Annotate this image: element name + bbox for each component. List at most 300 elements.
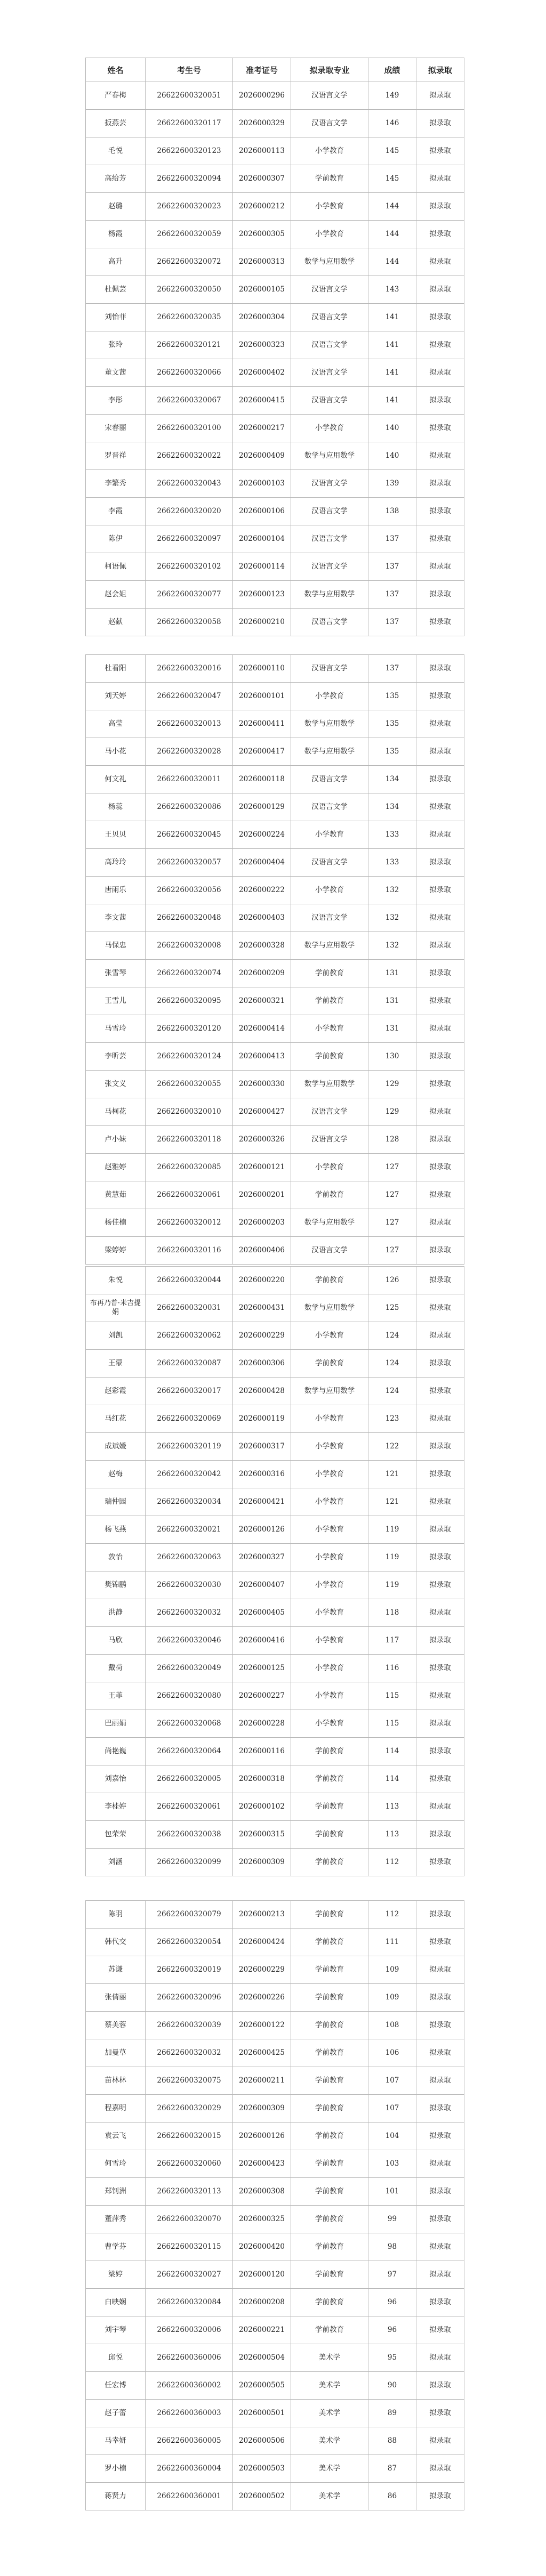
cell-major: 汉语言文学: [291, 359, 368, 387]
cell-major: 美术学: [291, 2427, 368, 2455]
cell-admission-status: 拟录取: [416, 2039, 464, 2067]
table-row: [86, 110, 464, 137]
table-row: [86, 276, 464, 304]
cell-admission-ticket: 2026000210: [233, 609, 291, 636]
cell-score: 118: [368, 1599, 416, 1627]
cell-admission-ticket: 2026000104: [233, 525, 291, 553]
cell-name: 李昕芸: [86, 1043, 146, 1071]
cell-admission-status: 拟录取: [416, 1738, 464, 1765]
cell-admission-ticket: 2026000321: [233, 987, 291, 1015]
cell-score: 119: [368, 1544, 416, 1571]
table-row: [86, 738, 464, 766]
cell-name: 卢小妹: [86, 1126, 146, 1154]
cell-admission-ticket: 2026000212: [233, 193, 291, 221]
cell-admission-status: 拟录取: [416, 1350, 464, 1378]
cell-name: 巴丽娟: [86, 1710, 146, 1738]
cell-exam-number: 26622600320113: [146, 2178, 233, 2206]
cell-score: 133: [368, 849, 416, 877]
cell-admission-ticket: 2026000406: [233, 1237, 291, 1265]
cell-major: 小学教育: [291, 1405, 368, 1433]
cell-name: 程嘉明: [86, 2095, 146, 2123]
table-row: [86, 1544, 464, 1571]
cell-name: 刘天婷: [86, 683, 146, 710]
cell-admission-status: 拟录取: [416, 2483, 464, 2510]
cell-name: 郑钊洲: [86, 2178, 146, 2206]
cell-exam-number: 26622600320013: [146, 710, 233, 738]
table-row: [86, 1849, 464, 1876]
header-name: 姓名: [86, 58, 146, 82]
cell-major: 小学教育: [291, 1322, 368, 1350]
cell-exam-number: 26622600320015: [146, 2123, 233, 2150]
cell-name: 陈羽: [86, 1901, 146, 1929]
cell-name: 刘宇琴: [86, 2316, 146, 2344]
cell-score: 129: [368, 1071, 416, 1098]
cell-admission-ticket: 2026000229: [233, 1322, 291, 1350]
cell-admission-status: 拟录取: [416, 304, 464, 331]
cell-name: 杨佳楠: [86, 1209, 146, 1237]
cell-major: 汉语言文学: [291, 470, 368, 498]
cell-admission-status: 拟录取: [416, 2455, 464, 2483]
table-row: [86, 1461, 464, 1488]
cell-major: 数学与应用数学: [291, 1209, 368, 1237]
cell-admission-status: 拟录取: [416, 193, 464, 221]
cell-name: 赵献: [86, 609, 146, 636]
table-row: [86, 137, 464, 165]
table-row: [86, 1655, 464, 1682]
cell-score: 145: [368, 137, 416, 165]
cell-admission-status: 拟录取: [416, 221, 464, 248]
cell-admission-status: 拟录取: [416, 165, 464, 193]
cell-exam-number: 26622600320059: [146, 221, 233, 248]
cell-admission-status: 拟录取: [416, 1461, 464, 1488]
table-row: [86, 193, 464, 221]
table-row: [86, 1516, 464, 1544]
cell-admission-status: 拟录取: [416, 1793, 464, 1821]
cell-score: 98: [368, 2233, 416, 2261]
table-row: [86, 1237, 464, 1265]
cell-admission-status: 拟录取: [416, 442, 464, 470]
cell-name: 赵子蕾: [86, 2400, 146, 2427]
cell-major: 数学与应用数学: [291, 1378, 368, 1405]
cell-major: 学前教育: [291, 2233, 368, 2261]
table-row: [86, 415, 464, 442]
cell-score: 119: [368, 1571, 416, 1599]
cell-exam-number: 26622600320019: [146, 1956, 233, 1984]
cell-name: 韩代交: [86, 1929, 146, 1956]
cell-admission-status: 拟录取: [416, 1209, 464, 1237]
cell-admission-ticket: 2026000407: [233, 1571, 291, 1599]
cell-admission-status: 拟录取: [416, 849, 464, 877]
table-row: [86, 82, 464, 110]
cell-admission-status: 拟录取: [416, 2150, 464, 2178]
cell-admission-ticket: 2026000203: [233, 1209, 291, 1237]
cell-admission-ticket: 2026000503: [233, 2455, 291, 2483]
table-row: [86, 2067, 464, 2095]
cell-major: 汉语言文学: [291, 904, 368, 932]
table-row: [86, 960, 464, 987]
cell-score: 141: [368, 387, 416, 415]
cell-major: 小学教育: [291, 1015, 368, 1043]
cell-score: 137: [368, 553, 416, 581]
cell-major: 小学教育: [291, 1516, 368, 1544]
cell-admission-ticket: 2026000308: [233, 2178, 291, 2206]
cell-exam-number: 26622600320049: [146, 1655, 233, 1682]
cell-exam-number: 26622600320077: [146, 581, 233, 609]
cell-score: 144: [368, 193, 416, 221]
table-row: [86, 1322, 464, 1350]
table-body: [86, 655, 464, 1265]
cell-admission-ticket: 2026000428: [233, 1378, 291, 1405]
cell-score: 88: [368, 2427, 416, 2455]
table-row: [86, 2289, 464, 2316]
cell-name: 梁婷婷: [86, 1237, 146, 1265]
cell-exam-number: 26622600320066: [146, 359, 233, 387]
cell-admission-status: 拟录取: [416, 1821, 464, 1849]
cell-exam-number: 26622600320058: [146, 609, 233, 636]
cell-admission-status: 拟录取: [416, 877, 464, 904]
cell-score: 107: [368, 2095, 416, 2123]
table-row: [86, 221, 464, 248]
cell-admission-ticket: 2026000221: [233, 2316, 291, 2344]
cell-admission-ticket: 2026000315: [233, 1821, 291, 1849]
cell-admission-status: 拟录取: [416, 276, 464, 304]
header-admission-status: 拟录取: [416, 58, 464, 82]
cell-admission-ticket: 2026000220: [233, 1267, 291, 1294]
table-row: [86, 1154, 464, 1181]
cell-score: 101: [368, 2178, 416, 2206]
cell-major: 小学教育: [291, 415, 368, 442]
cell-exam-number: 26622600320080: [146, 1682, 233, 1710]
cell-score: 127: [368, 1237, 416, 1265]
cell-admission-ticket: 2026000116: [233, 1738, 291, 1765]
cell-exam-number: 26622600320097: [146, 525, 233, 553]
cell-name: 唐雨乐: [86, 877, 146, 904]
cell-admission-status: 拟录取: [416, 609, 464, 636]
cell-major: 小学教育: [291, 221, 368, 248]
cell-admission-status: 拟录取: [416, 415, 464, 442]
cell-name: 赵雅婷: [86, 1154, 146, 1181]
cell-admission-ticket: 2026000423: [233, 2150, 291, 2178]
table-row: [86, 1956, 464, 1984]
cell-exam-number: 26622600320115: [146, 2233, 233, 2261]
cell-score: 131: [368, 960, 416, 987]
cell-name: 董萍秀: [86, 2206, 146, 2233]
cell-major: 学前教育: [291, 2067, 368, 2095]
cell-admission-ticket: 2026000113: [233, 137, 291, 165]
cell-admission-status: 拟录取: [416, 1294, 464, 1322]
cell-name: 张倩丽: [86, 1984, 146, 2012]
cell-admission-status: 拟录取: [416, 359, 464, 387]
table-row: [86, 1599, 464, 1627]
cell-admission-ticket: 2026000405: [233, 1599, 291, 1627]
cell-admission-ticket: 2026000409: [233, 442, 291, 470]
header-exam-number: 考生号: [146, 58, 233, 82]
cell-name: 董文茜: [86, 359, 146, 387]
table-row: [86, 766, 464, 793]
table-row: [86, 683, 464, 710]
cell-name: 严春梅: [86, 82, 146, 110]
cell-score: 112: [368, 1849, 416, 1876]
table-body: [86, 1901, 464, 2510]
cell-score: 132: [368, 904, 416, 932]
cell-major: 小学教育: [291, 1544, 368, 1571]
table-row: [86, 609, 464, 636]
cell-name: 瑞仲园: [86, 1488, 146, 1516]
cell-admission-ticket: 2026000329: [233, 110, 291, 137]
cell-major: 学前教育: [291, 2316, 368, 2344]
cell-name: 高玲玲: [86, 849, 146, 877]
cell-major: 学前教育: [291, 1956, 368, 1984]
table-row: [86, 932, 464, 960]
table-row: [86, 1627, 464, 1655]
cell-admission-status: 拟录取: [416, 1765, 464, 1793]
cell-major: 汉语言文学: [291, 553, 368, 581]
cell-major: 美术学: [291, 2344, 368, 2372]
cell-admission-status: 拟录取: [416, 932, 464, 960]
cell-major: 汉语言文学: [291, 793, 368, 821]
cell-score: 131: [368, 987, 416, 1015]
cell-admission-ticket: 2026000402: [233, 359, 291, 387]
cell-admission-status: 拟录取: [416, 1322, 464, 1350]
table-row: [86, 2344, 464, 2372]
cell-score: 127: [368, 1154, 416, 1181]
cell-major: 学前教育: [291, 1901, 368, 1929]
cell-name: 杨蕊: [86, 793, 146, 821]
cell-major: 学前教育: [291, 2178, 368, 2206]
table-row: [86, 877, 464, 904]
cell-major: 学前教育: [291, 2150, 368, 2178]
cell-score: 131: [368, 1015, 416, 1043]
cell-exam-number: 26622600360001: [146, 2483, 233, 2510]
table-row: [86, 1043, 464, 1071]
cell-admission-ticket: 2026000126: [233, 2123, 291, 2150]
cell-major: 美术学: [291, 2372, 368, 2400]
cell-exam-number: 26622600320084: [146, 2289, 233, 2316]
cell-score: 127: [368, 1181, 416, 1209]
cell-admission-status: 拟录取: [416, 2372, 464, 2400]
cell-name: 张文义: [86, 1071, 146, 1098]
cell-exam-number: 26622600320050: [146, 276, 233, 304]
cell-score: 112: [368, 1901, 416, 1929]
cell-major: 数学与应用数学: [291, 710, 368, 738]
cell-score: 90: [368, 2372, 416, 2400]
cell-admission-status: 拟录取: [416, 1516, 464, 1544]
cell-score: 108: [368, 2012, 416, 2039]
cell-score: 124: [368, 1322, 416, 1350]
cell-score: 104: [368, 2123, 416, 2150]
cell-exam-number: 26622600320121: [146, 331, 233, 359]
cell-score: 133: [368, 821, 416, 849]
cell-score: 122: [368, 1433, 416, 1461]
cell-score: 129: [368, 1098, 416, 1126]
cell-major: 学前教育: [291, 1849, 368, 1876]
cell-name: 尚艳巍: [86, 1738, 146, 1765]
table-row: [86, 1209, 464, 1237]
cell-name: 梁婷: [86, 2261, 146, 2289]
cell-name: 高给芳: [86, 165, 146, 193]
cell-name: 高莹: [86, 710, 146, 738]
cell-admission-status: 拟录取: [416, 655, 464, 683]
cell-admission-status: 拟录取: [416, 1043, 464, 1071]
cell-admission-status: 拟录取: [416, 1433, 464, 1461]
cell-name: 王贝贝: [86, 821, 146, 849]
cell-admission-status: 拟录取: [416, 2067, 464, 2095]
cell-admission-ticket: 2026000317: [233, 1433, 291, 1461]
table-row: [86, 1181, 464, 1209]
table-row: [86, 2039, 464, 2067]
cell-exam-number: 26622600320094: [146, 165, 233, 193]
cell-admission-ticket: 2026000502: [233, 2483, 291, 2510]
cell-score: 132: [368, 932, 416, 960]
cell-score: 132: [368, 877, 416, 904]
cell-name: 包荣荣: [86, 1821, 146, 1849]
cell-admission-status: 拟录取: [416, 2233, 464, 2261]
cell-score: 111: [368, 1929, 416, 1956]
cell-admission-status: 拟录取: [416, 1849, 464, 1876]
cell-score: 89: [368, 2400, 416, 2427]
cell-exam-number: 26622600320064: [146, 1738, 233, 1765]
cell-exam-number: 26622600320116: [146, 1237, 233, 1265]
cell-admission-ticket: 2026000126: [233, 1516, 291, 1544]
table-row: [86, 470, 464, 498]
cell-major: 学前教育: [291, 2095, 368, 2123]
cell-score: 115: [368, 1682, 416, 1710]
cell-admission-ticket: 2026000201: [233, 1181, 291, 1209]
cell-admission-status: 拟录取: [416, 738, 464, 766]
cell-major: 汉语言文学: [291, 655, 368, 683]
header-score: 成绩: [368, 58, 416, 82]
cell-name: 洪静: [86, 1599, 146, 1627]
cell-admission-ticket: 2026000415: [233, 387, 291, 415]
cell-name: 高升: [86, 248, 146, 276]
cell-major: 小学教育: [291, 683, 368, 710]
table-row: [86, 1821, 464, 1849]
cell-score: 96: [368, 2316, 416, 2344]
cell-admission-ticket: 2026000411: [233, 710, 291, 738]
table-row: [86, 248, 464, 276]
cell-name: 刘涵: [86, 1849, 146, 1876]
cell-name: 黄慧茹: [86, 1181, 146, 1209]
cell-admission-status: 拟录取: [416, 1015, 464, 1043]
cell-name: 袁云飞: [86, 2123, 146, 2150]
cell-major: 学前教育: [291, 1350, 368, 1378]
cell-name: 杨霞: [86, 221, 146, 248]
cell-admission-ticket: 2026000431: [233, 1294, 291, 1322]
cell-score: 87: [368, 2455, 416, 2483]
cell-major: 数学与应用数学: [291, 738, 368, 766]
cell-exam-number: 26622600320099: [146, 1849, 233, 1876]
cell-name: 柯语佩: [86, 553, 146, 581]
cell-score: 123: [368, 1405, 416, 1433]
cell-score: 103: [368, 2150, 416, 2178]
cell-exam-number: 26622600320020: [146, 498, 233, 525]
admission-table-page-3: [85, 1266, 464, 1876]
cell-admission-ticket: 2026000114: [233, 553, 291, 581]
cell-name: 成斌媛: [86, 1433, 146, 1461]
cell-score: 107: [368, 2067, 416, 2095]
cell-major: 学前教育: [291, 1793, 368, 1821]
cell-major: 汉语言文学: [291, 276, 368, 304]
cell-score: 95: [368, 2344, 416, 2372]
cell-exam-number: 26622600320086: [146, 793, 233, 821]
cell-admission-status: 拟录取: [416, 710, 464, 738]
cell-name: 刘凯: [86, 1322, 146, 1350]
cell-name: 马保忠: [86, 932, 146, 960]
cell-exam-number: 26622600320047: [146, 683, 233, 710]
cell-admission-ticket: 2026000313: [233, 248, 291, 276]
cell-exam-number: 26622600360004: [146, 2455, 233, 2483]
table-row: [86, 710, 464, 738]
table-row: [86, 1738, 464, 1765]
table-row: [86, 359, 464, 387]
cell-admission-status: 拟录取: [416, 904, 464, 932]
cell-major: 数学与应用数学: [291, 442, 368, 470]
cell-admission-ticket: 2026000103: [233, 470, 291, 498]
table-row: [86, 442, 464, 470]
cell-admission-ticket: 2026000424: [233, 1929, 291, 1956]
table-row: [86, 2455, 464, 2483]
cell-admission-status: 拟录取: [416, 1901, 464, 1929]
cell-name: 马雪玲: [86, 1015, 146, 1043]
cell-major: 学前教育: [291, 2289, 368, 2316]
cell-exam-number: 26622600320034: [146, 1488, 233, 1516]
cell-admission-status: 拟录取: [416, 331, 464, 359]
cell-major: 学前教育: [291, 2206, 368, 2233]
cell-exam-number: 26622600320061: [146, 1793, 233, 1821]
cell-name: 王蒙: [86, 1350, 146, 1378]
cell-admission-status: 拟录取: [416, 2178, 464, 2206]
cell-admission-status: 拟录取: [416, 2012, 464, 2039]
table-row: [86, 821, 464, 849]
cell-admission-ticket: 2026000417: [233, 738, 291, 766]
table-row: [86, 553, 464, 581]
cell-exam-number: 26622600320095: [146, 987, 233, 1015]
cell-admission-status: 拟录取: [416, 1488, 464, 1516]
cell-admission-ticket: 2026000106: [233, 498, 291, 525]
table-row: [86, 2400, 464, 2427]
cell-admission-ticket: 2026000129: [233, 793, 291, 821]
cell-exam-number: 26622600320117: [146, 110, 233, 137]
cell-major: 学前教育: [291, 2123, 368, 2150]
cell-major: 小学教育: [291, 1488, 368, 1516]
table-row: [86, 387, 464, 415]
cell-admission-ticket: 2026000105: [233, 276, 291, 304]
table-row: [86, 304, 464, 331]
cell-admission-ticket: 2026000403: [233, 904, 291, 932]
cell-exam-number: 26622600320027: [146, 2261, 233, 2289]
cell-exam-number: 26622600320060: [146, 2150, 233, 2178]
cell-admission-status: 拟录取: [416, 793, 464, 821]
cell-admission-status: 拟录取: [416, 2261, 464, 2289]
cell-admission-status: 拟录取: [416, 1098, 464, 1126]
cell-admission-status: 拟录取: [416, 387, 464, 415]
cell-admission-status: 拟录取: [416, 553, 464, 581]
cell-major: 小学教育: [291, 1154, 368, 1181]
cell-admission-status: 拟录取: [416, 1405, 464, 1433]
cell-name: 刘怡菲: [86, 304, 146, 331]
cell-score: 143: [368, 276, 416, 304]
cell-exam-number: 26622600320044: [146, 1267, 233, 1294]
table-row: [86, 1071, 464, 1098]
cell-major: 小学教育: [291, 1571, 368, 1599]
table-body: [86, 1267, 464, 1876]
cell-name: 马小花: [86, 738, 146, 766]
cell-major: 小学教育: [291, 1627, 368, 1655]
cell-exam-number: 26622600320008: [146, 932, 233, 960]
cell-major: 数学与应用数学: [291, 1071, 368, 1098]
cell-admission-status: 拟录取: [416, 82, 464, 110]
table-row: [86, 2483, 464, 2510]
